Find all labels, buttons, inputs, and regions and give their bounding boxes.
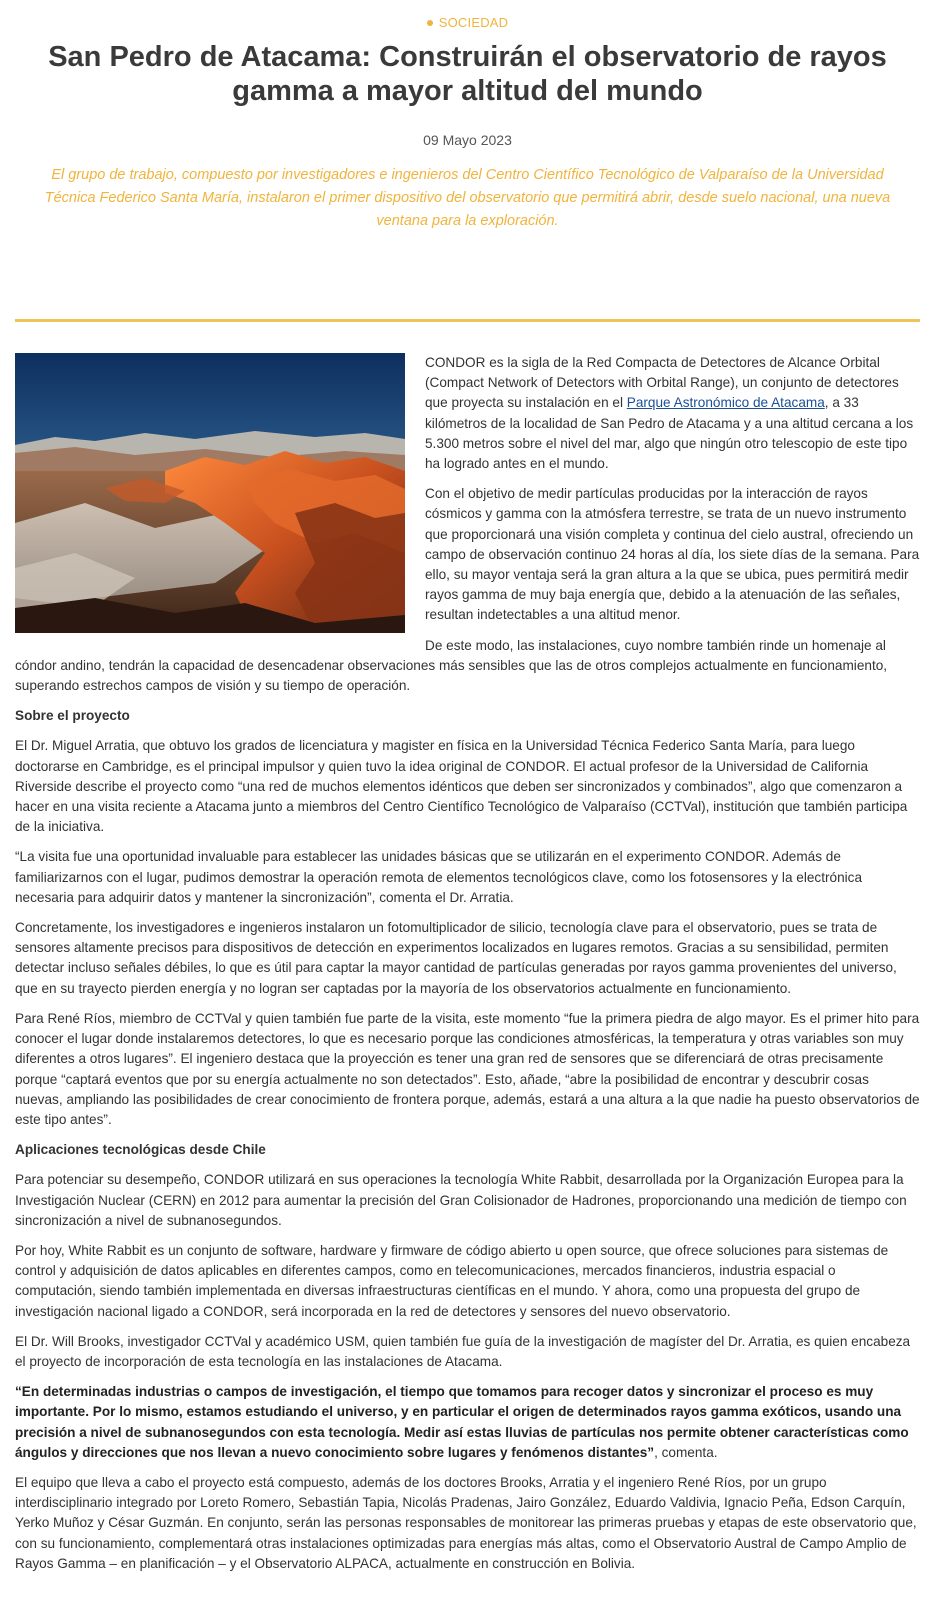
paragraph-4: El Dr. Miguel Arratia, que obtuvo los grados de licenciatura y magister en física en la Universidad Técnica Federico Santa María, para luego doctorarse en Cambridge, es el principal impulsor y quien tuvo la idea original de CONDOR. El actual profesor de la Universidad de California Riverside describe el proyecto como “una red de muchos elementos idénticos que deben ser sincronizados y combinados”, algo que comenzaron a hacer en una visita reciente a Atacama junto a miembros del Centro Científico Tecnológico de Valparaíso (CCTVal), institución que también participa de la iniciativa. — [15, 738, 908, 835]
article-date: 09 Mayo 2023 — [423, 132, 512, 148]
paragraph-7: Para René Ríos, miembro de CCTVal y quien también fue parte de la visita, este momento “fue la primera piedra de algo mayor. Es el primer hito para conocer el lugar donde instalaremos detectores, lo que es necesario porque las condiciones atmosféricas, la temperatura y otras variables son muy diferentes a otros lugares”. El ingeniero destaca que la proyección es tener una gran red de sensores que se diferenciará de otras precisamente porque “captará eventos que por su energía actualmente no son detectados”. Esto, añade, “abre la posibilidad de encontrar y descubrir cosas nuevas, ampliando las posibilidades de crear conocimiento de frontera porque, además, estará a una altura a la que nadie ha puesto observatorios de este tipo antes”. — [15, 1010, 920, 1127]
paragraph-2: Con el objetivo de medir partículas producidas por la interacción de rayos cósmicos y gamma con la atmósfera terrestre, se trata de un nuevo instrumento que proporcionará una visión completa y continua del cielo austral, ofreciendo un campo de observación continuo 24 horas al día, los siete días de la semana. Para ello, su mayor ventaja será la gran altura a la que se ubica, pues permitirá medir rayos gamma de muy baja energía que, debido a la atenuación de las señales, resultan indetectables a una altitud menor. — [425, 486, 920, 623]
paragraph-3: De este modo, las instalaciones, cuyo nombre también rinde un homenaje al cóndor andino, tendrán la capacidad de desencadenar observaciones más sensibles que las de otros complejos actualmente en funcionamiento, superando estrechos campos de visión y su tiempo de operación. — [15, 637, 888, 694]
article-body — [15, 353, 920, 1574]
article-image — [15, 353, 405, 633]
paragraph-6: Concretamente, los investigadores e ingenieros instalaron un fotomultiplicador de silicio, tecnología clave para el observatorio, pues se trata de sensores altamente precisos para dispositivos de detección en experimentos localizados en lugares remotos. Gracias a su sensibilidad, permiten detectar incluso señales débiles, lo que es útil para captar la mayor cantidad de partículas generadas por rayos gamma provenientes del universo, que en su trayecto pierden energía y no logran ser captadas por la mayoría de los observatorios actualmente en funcionamiento. — [15, 920, 897, 996]
paragraph-9: Por hoy, White Rabbit es un conjunto de software, hardware y firmware de código abierto u open source, que ofrece soluciones para sistemas de control y adquisición de datos aplicables en diferentes campos, como en telecomunicaciones, mercados financieros, industria espacial o computación, siendo también implementada en diversas infraestructuras científicas en el mundo. Y ahora, como una propuesta del grupo de investigación nacional ligado a CONDOR, será incorporada en la red de detectores y sensores del nuevo observatorio. — [15, 1242, 889, 1319]
link-parque-astronomico[interactable]: Parque Astronómico de Atacama — [626, 395, 825, 411]
quote-brooks: “En determinadas industrias o campos de investigación, el tiempo que tomamos para recoger datos y sincronizar el proceso es muy importante. Por lo mismo, estamos estudiando el universo, y en particular el origen de determinados rayos gamma exóticos, usando una precisión a nivel de subnanosegundos con esta tecnología. Medir así estas lluvias de partículas nos permite obtener características como ángulos y direcciones que nos llevan a nuevo conocimiento sobre lugares y fenómenos distantes” — [15, 1384, 909, 1460]
paragraph-5: “La visita fue una oportunidad invaluable para establecer las unidades básicas que se utilizarán en el experimento CONDOR. Además de familiarizarnos con el lugar, pudimos demostrar la operación remota de elementos tecnológicos clave, como los fotosensores y la electrónica necesaria para adquirir datos y mantener la sincronización”, comenta el Dr. Arratia. — [15, 849, 863, 905]
category-label[interactable] — [15, 0, 920, 32]
paragraph-12: El equipo que lleva a cabo el proyecto está compuesto, además de los doctores Brooks, Arratia y el ingeniero René Ríos, por un grupo interdisciplinario integrado por Loreto Romero, Sebastián Tapia, Nicolás Pradenas, Jairo González, Eduardo Valdivia, Ignacio Peña, Edson Carquín, Yerko Muñoz y César Guzmán. En conjunto, serán las personas responsables de monitorear las primeras pruebas y etapas de este observatorio que, con su funcionamiento, complementará otras instalaciones optimizadas para energías más altas, como el Observatorio Austral de Campo Amplio de Rayos Gamma – en planificación – y el Observatorio ALPACA, actualmente en construcción en Bolivia. — [15, 1474, 917, 1571]
paragraph-11 — [15, 1382, 920, 1463]
category-dot-icon — [427, 20, 433, 26]
paragraph-8: Para potenciar su desempeño, CONDOR utilizará en sus operaciones la tecnología White Rabbit, desarrollada por la Organización Europea para la Investigación Nuclear (CERN) en 2012 para aumentar la precisión del Gran Colisionador de Hadrones, proporcionando una medición de tiempo con sincronización a nivel de subnanosegundos. — [15, 1172, 907, 1228]
subheading-sobre-el-proyecto: Sobre el proyecto — [15, 708, 130, 724]
paragraph-1-text-a: CONDOR es la sigla de la Red Compacta de Detectores de Alcance Orbital (Compact Network of Detectors with Orbital Range), un conjunto de detectores que proyecta su instalación en el — [425, 355, 899, 411]
section-divider — [15, 319, 920, 322]
paragraph-10: El Dr. Will Brooks, investigador CCTVal y académico USM, quien también fue guía de la investigación de magíster del Dr. Arratia, es quien encabeza el proyecto de incorporación de esta tecnología en las instalaciones de Atacama. — [15, 1333, 911, 1369]
article-lead: El grupo de trabajo, compuesto por investigadores e ingenieros del Centro Científico Tecnológico de Valparaíso de la Universidad Técnica Federico Santa María, instalaron el primer dispositivo del observatorio que permitirá abrir, desde suelo nacional, una nueva ventana para la exploración. — [44, 167, 891, 229]
article-title: San Pedro de Atacama: Construirán el observatorio de rayos gamma a mayor altitud del mundo — [48, 41, 887, 107]
category-text[interactable]: SOCIEDAD — [438, 15, 509, 30]
landscape-photo-icon — [15, 353, 405, 633]
subheading-aplicaciones: Aplicaciones tecnológicas desde Chile — [15, 1142, 266, 1158]
paragraph-1-text-b: , a 33 kilómetros de la localidad de San Pedro de Atacama y a una altitud cercana a los 5.300 metros sobre el nivel del mar, algo que ningún otro telescopio de este tipo ha logrado antes en el mundo. — [425, 395, 914, 472]
paragraph-11-tail: , comenta. — [654, 1444, 718, 1460]
